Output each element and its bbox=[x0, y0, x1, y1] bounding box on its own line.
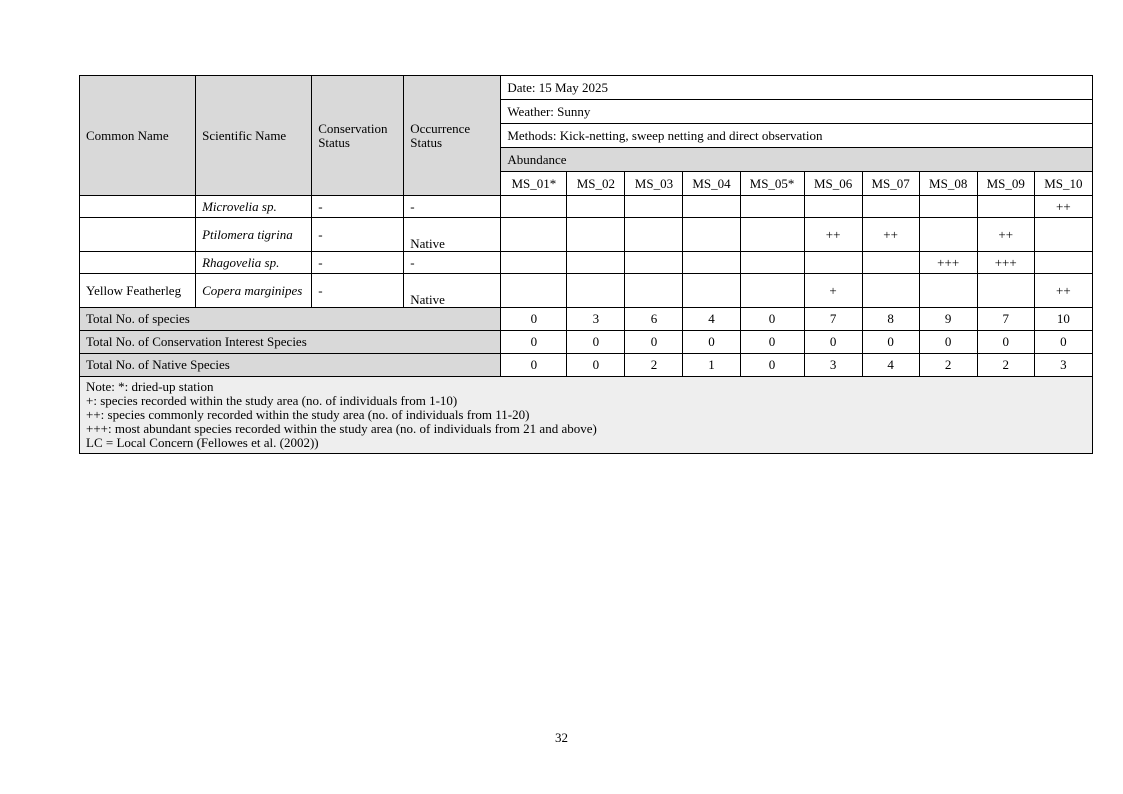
scientific-name-cell: Ptilomera tigrina bbox=[196, 218, 312, 252]
total-value: 0 bbox=[740, 308, 804, 331]
abundance-cell bbox=[567, 218, 625, 252]
station-header: MS_06 bbox=[804, 172, 862, 196]
station-header: MS_05* bbox=[740, 172, 804, 196]
common-name-cell bbox=[80, 252, 196, 274]
abundance-cell: ++ bbox=[1034, 274, 1092, 308]
total-value: 8 bbox=[862, 308, 919, 331]
abundance-cell bbox=[862, 196, 919, 218]
note-line: +++: most abundant species recorded within the study area (no. of individuals from 21 and above) bbox=[86, 421, 597, 436]
scientific-name-cell: Microvelia sp. bbox=[196, 196, 312, 218]
total-value: 4 bbox=[683, 308, 740, 331]
header-common-name: Common Name bbox=[80, 76, 196, 196]
conservation-status-cell: - bbox=[312, 218, 404, 252]
abundance-cell bbox=[740, 196, 804, 218]
total-label: Total No. of Native Species bbox=[80, 354, 501, 377]
total-value: 0 bbox=[501, 331, 567, 354]
total-value: 7 bbox=[977, 308, 1034, 331]
abundance-cell: ++ bbox=[862, 218, 919, 252]
station-header: MS_02 bbox=[567, 172, 625, 196]
common-name-cell: Yellow Featherleg bbox=[80, 274, 196, 308]
station-header: MS_01* bbox=[501, 172, 567, 196]
station-header: MS_04 bbox=[683, 172, 740, 196]
occurrence-status-cell: - bbox=[404, 252, 501, 274]
abundance-cell: ++ bbox=[804, 218, 862, 252]
occurrence-status-cell: Native bbox=[404, 274, 501, 308]
abundance-cell: +++ bbox=[977, 252, 1034, 274]
table-row bbox=[80, 196, 1093, 218]
survey-weather: Weather: Sunny bbox=[501, 100, 1093, 124]
total-value: 6 bbox=[625, 308, 683, 331]
abundance-cell: ++ bbox=[1034, 196, 1092, 218]
total-value: 10 bbox=[1034, 308, 1092, 331]
abundance-cell bbox=[625, 274, 683, 308]
total-value: 0 bbox=[977, 331, 1034, 354]
abundance-header: Abundance bbox=[501, 148, 1093, 172]
conservation-status-cell: - bbox=[312, 274, 404, 308]
total-value: 0 bbox=[625, 331, 683, 354]
abundance-cell bbox=[862, 274, 919, 308]
abundance-cell bbox=[919, 274, 977, 308]
abundance-cell bbox=[501, 196, 567, 218]
abundance-cell bbox=[1034, 252, 1092, 274]
total-value: 3 bbox=[1034, 354, 1092, 377]
occurrence-status-cell: Native bbox=[404, 218, 501, 252]
abundance-cell bbox=[804, 196, 862, 218]
total-row bbox=[80, 308, 1093, 331]
total-value: 0 bbox=[567, 354, 625, 377]
total-value: 0 bbox=[919, 331, 977, 354]
abundance-cell bbox=[977, 274, 1034, 308]
abundance-cell: ++ bbox=[977, 218, 1034, 252]
total-value: 0 bbox=[683, 331, 740, 354]
header-conservation-status: Conservation Status bbox=[312, 76, 404, 196]
abundance-cell: +++ bbox=[919, 252, 977, 274]
total-value: 0 bbox=[804, 331, 862, 354]
common-name-cell bbox=[80, 196, 196, 218]
total-value: 0 bbox=[740, 331, 804, 354]
scientific-name-cell: Copera marginipes bbox=[196, 274, 312, 308]
total-value: 0 bbox=[501, 354, 567, 377]
abundance-cell bbox=[501, 252, 567, 274]
species-rows bbox=[80, 196, 1093, 308]
abundance-cell bbox=[804, 252, 862, 274]
abundance-cell bbox=[625, 196, 683, 218]
total-value: 4 bbox=[862, 354, 919, 377]
scientific-name-cell: Rhagovelia sp. bbox=[196, 252, 312, 274]
page-number: 32 bbox=[555, 730, 568, 745]
survey-date: Date: 15 May 2025 bbox=[501, 76, 1093, 100]
total-label: Total No. of Conservation Interest Species bbox=[80, 331, 501, 354]
abundance-cell bbox=[740, 252, 804, 274]
abundance-cell bbox=[683, 218, 740, 252]
conservation-status-cell: - bbox=[312, 196, 404, 218]
occurrence-status-cell: - bbox=[404, 196, 501, 218]
station-header: MS_10 bbox=[1034, 172, 1092, 196]
abundance-cell bbox=[862, 252, 919, 274]
total-value: 2 bbox=[977, 354, 1034, 377]
abundance-cell bbox=[1034, 218, 1092, 252]
total-value: 0 bbox=[567, 331, 625, 354]
total-row bbox=[80, 331, 1093, 354]
station-header: MS_08 bbox=[919, 172, 977, 196]
total-value: 9 bbox=[919, 308, 977, 331]
header-scientific-name: Scientific Name bbox=[196, 76, 312, 196]
abundance-cell bbox=[567, 252, 625, 274]
station-header: MS_07 bbox=[862, 172, 919, 196]
common-name-cell bbox=[80, 218, 196, 252]
station-header: MS_09 bbox=[977, 172, 1034, 196]
species-table bbox=[79, 75, 1093, 454]
abundance-cell bbox=[567, 274, 625, 308]
abundance-cell bbox=[919, 196, 977, 218]
abundance-cell bbox=[625, 218, 683, 252]
abundance-cell bbox=[567, 196, 625, 218]
note-line: LC = Local Concern (Fellowes et al. (2002)) bbox=[86, 435, 319, 450]
total-value: 2 bbox=[919, 354, 977, 377]
total-value: 3 bbox=[567, 308, 625, 331]
abundance-cell bbox=[683, 252, 740, 274]
total-row bbox=[80, 354, 1093, 377]
total-value: 1 bbox=[683, 354, 740, 377]
abundance-cell bbox=[740, 274, 804, 308]
note-line: ++: species commonly recorded within the study area (no. of individuals from 11-20) bbox=[86, 407, 530, 422]
total-value: 2 bbox=[625, 354, 683, 377]
survey-methods: Methods: Kick-netting, sweep netting and direct observation bbox=[501, 124, 1093, 148]
total-value: 0 bbox=[1034, 331, 1092, 354]
abundance-cell bbox=[625, 252, 683, 274]
table-row bbox=[80, 218, 1093, 252]
total-value: 3 bbox=[804, 354, 862, 377]
conservation-status-cell: - bbox=[312, 252, 404, 274]
abundance-cell bbox=[501, 218, 567, 252]
table-row bbox=[80, 252, 1093, 274]
abundance-cell bbox=[919, 218, 977, 252]
note-line: Note: *: dried-up station bbox=[86, 379, 214, 394]
notes-cell bbox=[80, 377, 1093, 454]
header-occurrence-status: Occurrence Status bbox=[404, 76, 501, 196]
total-value: 0 bbox=[501, 308, 567, 331]
abundance-cell bbox=[977, 196, 1034, 218]
total-value: 0 bbox=[740, 354, 804, 377]
total-label: Total No. of species bbox=[80, 308, 501, 331]
abundance-cell bbox=[683, 196, 740, 218]
note-line: +: species recorded within the study area (no. of individuals from 1-10) bbox=[86, 393, 458, 408]
totals-rows bbox=[80, 308, 1093, 377]
abundance-cell bbox=[501, 274, 567, 308]
total-value: 7 bbox=[804, 308, 862, 331]
abundance-cell bbox=[740, 218, 804, 252]
total-value: 0 bbox=[862, 331, 919, 354]
abundance-cell: + bbox=[804, 274, 862, 308]
station-header: MS_03 bbox=[625, 172, 683, 196]
table-row bbox=[80, 274, 1093, 308]
abundance-cell bbox=[683, 274, 740, 308]
